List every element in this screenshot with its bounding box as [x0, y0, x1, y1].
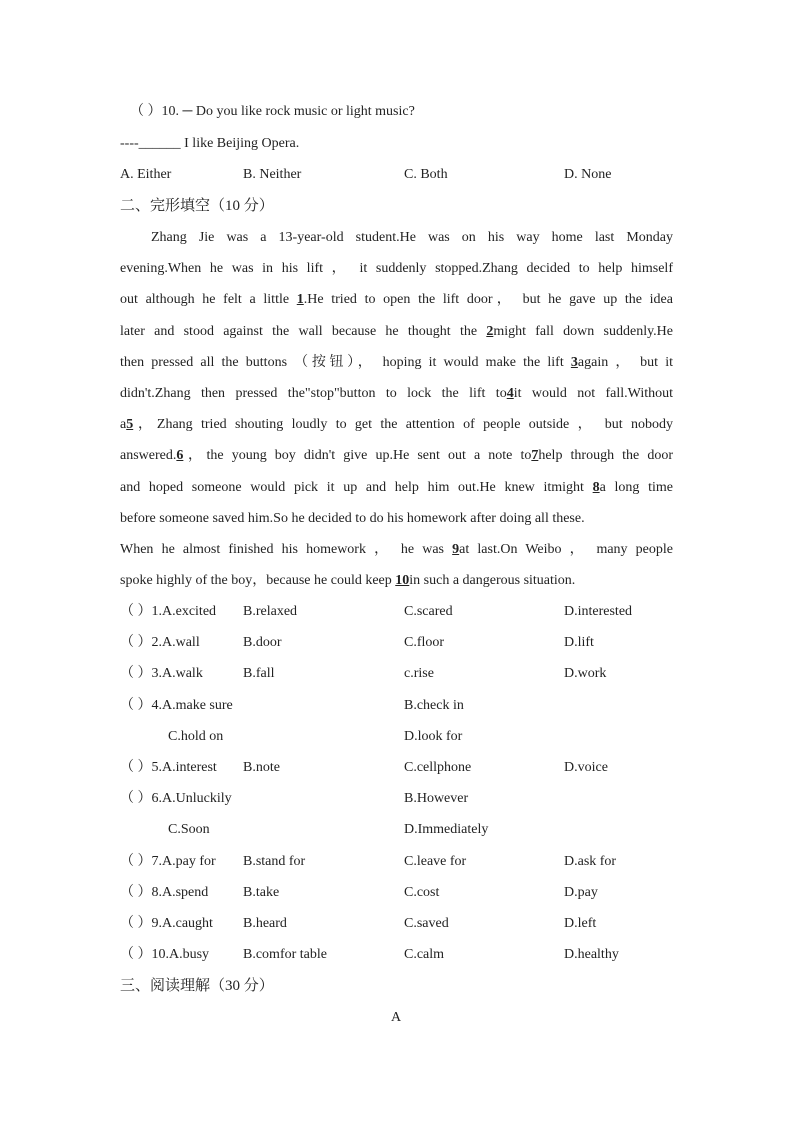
passage-line: [120, 446, 673, 466]
passage-text: out although he felt a little: [120, 292, 297, 308]
question-option-a: （ ）9.A.caught: [120, 916, 213, 931]
question-option-b: B.door: [243, 635, 282, 651]
passage-text: might fall down suddenly.He: [493, 323, 674, 339]
question-option-a: （ ）10.A.busy: [120, 947, 210, 963]
section-2-title: 二、完形填空（10 分）: [120, 198, 274, 214]
question-option-d: D.work: [564, 666, 607, 682]
question-option-a: （ ）5.A.interest: [120, 760, 217, 775]
question-option-a: （ ）7.A.pay for: [120, 853, 216, 869]
passage-line: [120, 540, 673, 560]
question-option-a: （ ）1.A.excited: [120, 604, 217, 619]
question-option-b: B.take: [243, 884, 280, 900]
question-option-b: B.heard: [243, 916, 287, 931]
passage-text: a long time: [599, 479, 673, 495]
question-option-b: B.stand for: [243, 853, 306, 869]
question-option-c: C.leave for: [404, 853, 467, 869]
q10-option-d: D. None: [564, 167, 612, 182]
cloze-blank: 4: [506, 386, 514, 401]
q10-stem: （ ）10. ─ Do you like rock music or light music?: [130, 104, 415, 119]
passage-line: [120, 509, 585, 529]
cloze-blank: 1: [296, 292, 304, 308]
cloze-blank: 7: [531, 448, 539, 464]
passage-text: and hoped someone would pick it up and help him out.He knew itmight: [120, 479, 593, 495]
passage-line: [120, 290, 673, 310]
passage-line: [120, 259, 673, 279]
question-option-d: D.interested: [564, 604, 633, 619]
passage-text: help through the door: [538, 448, 674, 464]
question-option-a: （ ）4.A.make sure: [120, 697, 233, 713]
passage-text: later and stood against the wall because he thought the: [120, 323, 487, 339]
question-option-c: C.Soon: [168, 822, 210, 838]
cloze-blank: 5: [126, 417, 134, 433]
question-option-c: B.However: [404, 791, 469, 807]
cloze-blank: 9: [452, 542, 460, 557]
question-option-d: D.voice: [564, 760, 608, 775]
question-option-d: D.ask for: [564, 853, 617, 869]
passage-text: Zhang Jie was a 13-year-old student.He was on his way home last Monday: [151, 230, 673, 245]
question-option-a: （ ）2.A.wall: [120, 635, 200, 651]
cloze-blank: 10: [395, 573, 410, 589]
question-option-b: B.fall: [243, 666, 275, 682]
passage-line: [120, 322, 673, 342]
passage-text: answered.: [120, 448, 177, 464]
passage-text: in such a dangerous situation.: [409, 573, 576, 589]
passage-line: [151, 228, 673, 248]
passage-text: evening.When he was in his lift ， it suddenly stopped.Zhang decided to help himself: [120, 261, 673, 277]
question-option-d: D.Immediately: [404, 822, 489, 838]
question-option-c: C.saved: [404, 916, 449, 931]
passage-text: didn't.Zhang then pressed the"stop"button to lock the lift to: [120, 386, 507, 401]
question-option-c: C.cost: [404, 884, 440, 900]
section-3-subtitle: A: [391, 1010, 402, 1025]
q10-option-a: A. Either: [120, 167, 172, 182]
question-option-d: D.left: [564, 916, 597, 931]
question-option-a: （ ）3.A.walk: [120, 666, 203, 682]
passage-line: [120, 571, 575, 591]
question-option-c: C.cellphone: [404, 760, 472, 775]
question-option-b: B.relaxed: [243, 604, 298, 619]
question-option-d: D.healthy: [564, 947, 619, 963]
question-option-c: C.scared: [404, 604, 453, 619]
passage-text: .He tried to open the lift door， but he gave up the idea: [303, 292, 673, 308]
question-option-c: C.floor: [404, 635, 445, 651]
passage-text: ，Zhang tried shouting loudly to get the attention of people outside ， but nobody: [133, 417, 673, 433]
cloze-blank: 3: [570, 354, 578, 370]
passage-text: before someone saved him.So he decided to do his homework after doing all these.: [120, 510, 585, 526]
question-option-c: B.check in: [404, 697, 464, 713]
passage-text: a: [120, 417, 127, 433]
question-option-a: （ ）6.A.Unluckily: [120, 791, 232, 807]
passage-line: [120, 353, 673, 373]
passage-text: again ， but it: [577, 354, 673, 370]
question-option-a: （ ）8.A.spend: [120, 884, 209, 900]
cloze-blank: 8: [592, 479, 600, 495]
question-option-c: C.hold on: [168, 728, 224, 744]
passage-text: ，the young boy didn't give up.He sent out a note to: [183, 448, 532, 464]
question-option-d: D.lift: [564, 635, 594, 651]
passage-line: [120, 415, 673, 435]
passage-line: [120, 384, 673, 404]
question-option-c: c.rise: [404, 666, 434, 682]
passage-text: at last.On Weibo ， many people: [459, 542, 673, 557]
question-option-b: B.note: [243, 760, 280, 775]
section-3-title: 三、阅读理解（30 分）: [120, 978, 274, 994]
question-option-d: D.pay: [564, 884, 598, 900]
q10-option-b: B. Neither: [243, 167, 302, 182]
question-option-b: B.comfor table: [243, 947, 327, 963]
cloze-blank: 6: [176, 448, 184, 464]
passage-text: it would not fall.Without: [513, 386, 674, 401]
passage-line: [120, 478, 673, 498]
question-option-d: D.look for: [404, 728, 463, 744]
q10-option-c: C. Both: [404, 167, 448, 182]
passage-text: then pressed all the buttons （按钮）， hoping it would make the lift: [120, 354, 571, 370]
q10-reply: ----______ I like Beijing Opera.: [120, 136, 300, 151]
cloze-blank: 2: [486, 323, 494, 339]
passage-text: When he almost finished his homework ， he was: [120, 542, 453, 557]
question-option-c: C.calm: [404, 947, 445, 963]
passage-text: spoke highly of the boy，because he could keep: [120, 573, 396, 589]
